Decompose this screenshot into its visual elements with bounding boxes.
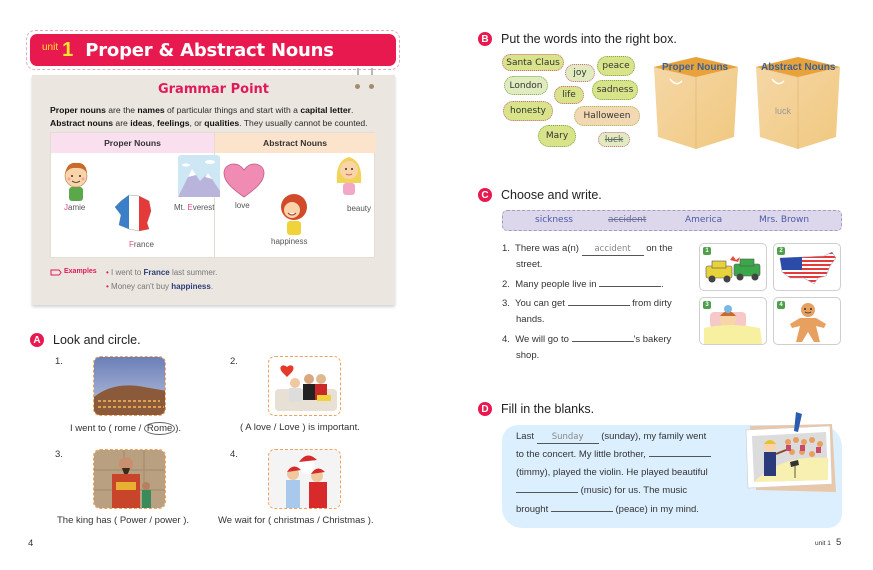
label-happiness: happiness <box>271 237 308 246</box>
section-a-title: Look and circle. <box>53 333 141 347</box>
d-line-1: Last Sunday (sunday), my family went <box>516 431 707 442</box>
definition-text: , <box>152 118 157 128</box>
basket-label-proper: Proper Nouns <box>662 62 729 73</box>
mountain-everest-icon <box>178 155 220 197</box>
boy-jamie-icon <box>61 159 91 201</box>
d-line-3: (timmy), played the violin. He played beautiful <box>516 467 708 478</box>
page-title: Proper & Abstract Nouns <box>85 39 334 61</box>
grammar-definition <box>50 104 368 130</box>
word-chip[interactable]: life <box>554 86 584 104</box>
france-map-icon <box>113 191 155 233</box>
king-photo <box>93 449 166 509</box>
term-qualities: qualities <box>204 118 240 128</box>
example-sentence: • I went to France last summer. <box>106 268 218 277</box>
word-chip[interactable]: sadness <box>592 80 638 100</box>
footer-unit: unit 1 <box>815 540 831 547</box>
c-question-2: 2. Many people live in . <box>502 279 664 290</box>
circled-answer: Rome <box>144 422 175 435</box>
section-d-badge: D <box>478 402 492 416</box>
term-abstract-nouns: Abstract nouns <box>50 118 114 128</box>
answer-blank[interactable]: accident <box>582 244 644 256</box>
card-number: 2 <box>777 247 785 255</box>
question-sentence: ( A love / Love ) is important. <box>240 422 360 433</box>
word-bank-item: Mrs. Brown <box>759 215 810 225</box>
question-number: 2. <box>230 356 238 367</box>
basket-label-abstract: Abstract Nouns <box>761 62 836 73</box>
basket-answer: luck <box>775 106 792 116</box>
definition-text: are the <box>105 105 138 115</box>
answer-blank[interactable] <box>516 492 578 493</box>
c-question-1: 1. There was a(n) accident on the <box>502 243 673 254</box>
definition-abstract <box>50 117 368 130</box>
label-france: France <box>129 240 154 249</box>
word-chip[interactable]: peace <box>597 56 635 76</box>
section-d-title: Fill in the blanks. <box>501 402 595 416</box>
term-proper-nouns: Proper nouns <box>50 105 106 115</box>
definition-text: are <box>113 118 131 128</box>
grammar-point-heading: Grammar Point <box>157 82 270 97</box>
label-beauty: beauty <box>347 204 372 213</box>
label-jamie: Jamie <box>64 203 86 212</box>
label-love: love <box>235 201 250 210</box>
example-sentence: • Money can't buy happiness. <box>106 282 214 291</box>
definition-text: of particular things and start with a <box>164 105 301 115</box>
question-sentence: We wait for ( christmas / Christmas ). <box>218 515 374 526</box>
d-line-2: to the concert. My little brother, <box>516 449 711 460</box>
c-question-4: 4. We will go to 's bakery <box>502 334 672 345</box>
word-bank-item-used: accident <box>608 215 647 225</box>
card-number: 4 <box>777 301 785 309</box>
woman-beauty-icon <box>333 153 365 195</box>
page-number-right: 5 <box>836 537 842 548</box>
unit-number: 1 <box>62 38 74 61</box>
concert-photo <box>742 410 842 500</box>
section-c-title: Choose and write. <box>501 188 602 202</box>
word-chip-text: luck <box>604 134 624 145</box>
card-number: 1 <box>703 247 711 255</box>
definition-proper <box>50 104 368 117</box>
section-a-badge: A <box>30 333 44 347</box>
term-capital-letter: capital letter <box>300 105 351 115</box>
word-chip[interactable]: Santa Claus <box>502 54 564 71</box>
question-number: 3. <box>55 449 63 460</box>
colosseum-photo <box>93 356 166 416</box>
word-chip[interactable]: London <box>504 76 548 95</box>
definition-text: , or <box>189 118 205 128</box>
picture-card-sickness <box>699 297 767 345</box>
word-chip[interactable]: Mary <box>538 125 576 147</box>
section-b-title: Put the words into the right box. <box>501 32 677 46</box>
question-sentence: The king has ( Power / power ). <box>57 515 189 526</box>
definition-text: . <box>350 105 354 115</box>
d-line-4: (music) for us. The music <box>516 485 687 496</box>
card-number: 3 <box>703 301 711 309</box>
word-bank <box>502 210 842 231</box>
examples-label: Examples <box>64 268 97 275</box>
answer-blank[interactable]: Sunday <box>537 432 599 444</box>
pin-icon <box>369 84 374 89</box>
unit-label: unit <box>42 41 59 53</box>
heart-love-icon <box>223 163 265 199</box>
table-header-abstract-nouns: Abstract Nouns <box>214 133 376 153</box>
word-chip[interactable]: Halloween <box>574 106 640 126</box>
family-love-photo <box>268 356 341 416</box>
answer-blank[interactable] <box>649 456 711 457</box>
section-b-badge: B <box>478 32 492 46</box>
c-question-1-cont: street. <box>516 259 543 270</box>
term-feelings: feelings <box>157 118 190 128</box>
c-question-4-cont: shop. <box>516 350 540 361</box>
word-bank-item: America <box>685 215 723 225</box>
section-c-badge: C <box>478 188 492 202</box>
definition-text: . They usually cannot be counted. <box>239 118 368 128</box>
d-line-5: brought (peace) in my mind. <box>516 504 699 515</box>
unit-title-banner <box>26 30 400 70</box>
question-sentence: I went to ( rome / Rome ). <box>70 423 182 434</box>
word-chip-used[interactable] <box>598 132 630 147</box>
picture-card-america <box>773 243 841 291</box>
noun-examples-table <box>50 132 375 258</box>
christmas-photo <box>268 449 341 509</box>
term-ideas: ideas <box>130 118 153 128</box>
c-question-3-cont: hands. <box>516 314 545 325</box>
answer-blank[interactable] <box>599 286 661 287</box>
word-chip[interactable]: honesty <box>503 101 553 121</box>
term-names: names <box>137 105 165 115</box>
word-chip[interactable]: joy <box>565 64 595 82</box>
word-bank-item: sickness <box>535 215 573 225</box>
pin-icon <box>355 84 360 89</box>
picture-card-car-accident <box>699 243 767 291</box>
girl-happiness-icon <box>277 193 311 235</box>
label-mt-everest: Mt. Everest <box>174 203 215 212</box>
answer-blank[interactable] <box>572 341 634 342</box>
answer-blank[interactable] <box>568 305 630 306</box>
question-number: 4. <box>230 449 238 460</box>
picture-card-gingerbread <box>773 297 841 345</box>
c-question-3: 3. You can get from dirty <box>502 298 672 309</box>
question-number: 1. <box>55 356 63 367</box>
unit-title-bar <box>30 34 396 66</box>
page-number-left: 4 <box>28 538 34 549</box>
answer-blank[interactable] <box>551 511 613 512</box>
table-header-proper-nouns: Proper Nouns <box>51 133 214 153</box>
pencil-icon <box>50 269 62 276</box>
